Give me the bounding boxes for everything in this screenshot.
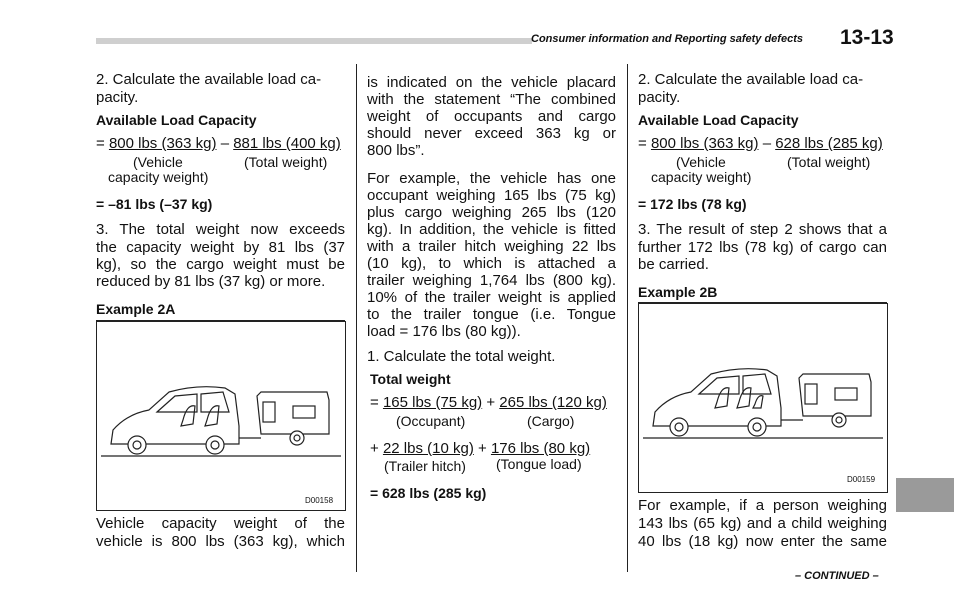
example-2b-figure bbox=[638, 303, 888, 493]
equation-sign: = bbox=[638, 135, 647, 152]
vehicle-capacity-value: 800 lbs (363 kg) bbox=[650, 135, 759, 152]
equation bbox=[370, 394, 607, 411]
total-weight-value: 628 lbs (285 kg) bbox=[775, 135, 883, 152]
car-trailer-illustration bbox=[639, 304, 887, 492]
step3-line: further 172 lbs (78 kg) of cargo can bbox=[638, 239, 887, 256]
equation-sign: + bbox=[478, 440, 487, 457]
paragraph-line: trailer weighing 1,764 lbs (800 kg). bbox=[367, 272, 616, 289]
step2-text: pacity. bbox=[96, 89, 139, 106]
available-load-heading: Available Load Capacity bbox=[638, 112, 799, 128]
paragraph-line: Vehicle capacity weight of the bbox=[96, 515, 345, 532]
paragraph-line: occupant weighing 165 lbs (75 kg) bbox=[367, 187, 616, 204]
step2-text: 2. Calculate the available load ca- bbox=[638, 71, 864, 88]
header-bar bbox=[96, 38, 532, 44]
section-title: Consumer information and Reporting safety defects bbox=[531, 33, 803, 45]
example-2a-figure bbox=[96, 321, 346, 511]
equation-label: (Cargo) bbox=[527, 413, 575, 429]
cargo-value: 265 lbs (120 kg) bbox=[499, 394, 607, 411]
figure-code: D00158 bbox=[305, 496, 334, 505]
tongue-load-value: 176 lbs (80 kg) bbox=[490, 440, 591, 457]
page-number: 13-13 bbox=[840, 26, 894, 49]
column-divider-1 bbox=[356, 64, 357, 572]
trailer-hitch-value: 22 lbs (10 kg) bbox=[382, 440, 474, 457]
paragraph-line: vehicle is 800 lbs (363 kg), which bbox=[96, 533, 345, 550]
equation-sign: – bbox=[220, 135, 230, 152]
result-value: = 628 lbs (285 kg) bbox=[370, 485, 487, 501]
paragraph-line: 143 lbs (65 kg) and a child weighing bbox=[638, 515, 887, 532]
result-value: = –81 lbs (–37 kg) bbox=[96, 196, 213, 212]
equation-label: capacity weight) bbox=[108, 169, 209, 185]
paragraph-line: with the statement “The combined bbox=[367, 91, 616, 108]
car-trailer-illustration bbox=[97, 322, 345, 510]
equation-sign: + bbox=[370, 440, 379, 457]
step2-text: 2. Calculate the available load ca- bbox=[96, 71, 322, 88]
equation bbox=[370, 440, 590, 457]
equation-sign: = bbox=[96, 135, 105, 152]
total-weight-value: 881 lbs (400 kg) bbox=[233, 135, 341, 152]
paragraph-line: 40 lbs (18 kg) now enter the same bbox=[638, 533, 887, 550]
step3-line: reduced by 81 lbs (37 kg) or more. bbox=[96, 273, 326, 290]
equation-label: capacity weight) bbox=[651, 169, 752, 185]
step3-line: be carried. bbox=[638, 256, 709, 273]
paragraph-line: 10% of the trailer weight is applied bbox=[367, 289, 616, 306]
occupant-value: 165 lbs (75 kg) bbox=[382, 394, 483, 411]
paragraph-line: 800 lbs”. bbox=[367, 142, 425, 159]
equation-sign: + bbox=[486, 394, 496, 411]
total-weight-heading: Total weight bbox=[370, 371, 451, 387]
column-divider-2 bbox=[627, 64, 628, 572]
paragraph-line: should never exceed 363 kg or bbox=[367, 125, 616, 142]
step3-line: 3. The result of step 2 shows that a bbox=[638, 221, 887, 238]
paragraph-line: plus cargo weighing 265 lbs (120 bbox=[367, 204, 616, 221]
paragraph-line: load = 176 lbs (80 kg)). bbox=[367, 323, 521, 340]
equation-label: (Total weight) bbox=[787, 154, 871, 170]
result-value: = 172 lbs (78 kg) bbox=[638, 196, 747, 212]
step3-line: kg), so the cargo weight must be bbox=[96, 256, 345, 273]
continued-label: – CONTINUED – bbox=[795, 570, 879, 582]
paragraph-line: to the trailer tongue (i.e. Tongue bbox=[367, 306, 616, 323]
equation bbox=[638, 135, 883, 152]
paragraph-line: For example, if a person weighing bbox=[638, 497, 887, 514]
equation-label: (Trailer hitch) bbox=[384, 458, 466, 474]
paragraph-line: (10 kg), to which is attached a bbox=[367, 255, 616, 272]
step3-line: 3. The total weight now exceeds bbox=[96, 221, 345, 238]
example-heading: Example 2A bbox=[96, 301, 176, 317]
equation-label: (Tongue load) bbox=[496, 456, 582, 472]
figure-code: D00159 bbox=[847, 475, 876, 484]
equation-label: (Vehicle bbox=[133, 154, 183, 170]
equation-label: (Vehicle bbox=[676, 154, 726, 170]
paragraph-line: is indicated on the vehicle placard bbox=[367, 74, 616, 91]
chapter-tab bbox=[896, 478, 954, 512]
step3-line: the capacity weight by 81 lbs (37 bbox=[96, 239, 345, 256]
equation bbox=[96, 135, 341, 152]
step2-text: pacity. bbox=[638, 89, 681, 106]
equation-sign: – bbox=[762, 135, 772, 152]
example-heading: Example 2B bbox=[638, 284, 718, 300]
available-load-heading: Available Load Capacity bbox=[96, 112, 257, 128]
equation-label: (Occupant) bbox=[396, 413, 466, 429]
paragraph-line: weight of occupants and cargo bbox=[367, 108, 616, 125]
paragraph-line: with a trailer hitch weighing 22 lbs bbox=[367, 238, 616, 255]
equation-label: (Total weight) bbox=[244, 154, 328, 170]
equation-sign: = bbox=[370, 394, 379, 411]
paragraph-line: For example, the vehicle has one bbox=[367, 170, 616, 187]
vehicle-capacity-value: 800 lbs (363 kg) bbox=[108, 135, 217, 152]
paragraph-line: kg). In addition, the vehicle is fitted bbox=[367, 221, 616, 238]
step1-text: 1. Calculate the total weight. bbox=[367, 348, 556, 365]
